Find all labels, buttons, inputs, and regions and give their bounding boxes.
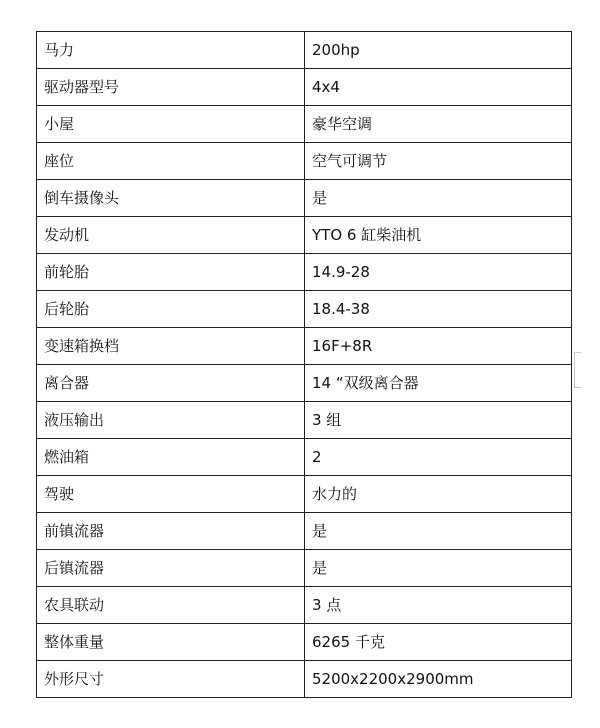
table-row bbox=[37, 661, 572, 698]
spec-value: 空气可调节 bbox=[305, 143, 572, 180]
table-row bbox=[37, 513, 572, 550]
spec-value: 5200x2200x2900mm bbox=[305, 661, 572, 698]
spec-value: 水力的 bbox=[305, 476, 572, 513]
table-row bbox=[37, 587, 572, 624]
table-row bbox=[37, 365, 572, 402]
spec-label: 变速箱换档 bbox=[37, 328, 305, 365]
table-row bbox=[37, 402, 572, 439]
spec-value: 是 bbox=[305, 180, 572, 217]
table-row bbox=[37, 624, 572, 661]
spec-value: 4x4 bbox=[305, 69, 572, 106]
spec-value: 6265 千克 bbox=[305, 624, 572, 661]
table-row bbox=[37, 180, 572, 217]
spec-label: 前镇流器 bbox=[37, 513, 305, 550]
spec-label: 后镇流器 bbox=[37, 550, 305, 587]
spec-value: 14 “双级离合器 bbox=[305, 365, 572, 402]
table-row bbox=[37, 143, 572, 180]
spec-label: 马力 bbox=[37, 32, 305, 69]
spec-value: 2 bbox=[305, 439, 572, 476]
spec-label: 发动机 bbox=[37, 217, 305, 254]
table-row bbox=[37, 69, 572, 106]
table-row bbox=[37, 254, 572, 291]
spec-value: 16F+8R bbox=[305, 328, 572, 365]
table-row bbox=[37, 476, 572, 513]
spec-label: 小屋 bbox=[37, 106, 305, 143]
table-row bbox=[37, 217, 572, 254]
spec-label: 液压输出 bbox=[37, 402, 305, 439]
spec-label: 农具联动 bbox=[37, 587, 305, 624]
spec-value: YTO 6 缸柴油机 bbox=[305, 217, 572, 254]
table-row bbox=[37, 328, 572, 365]
spec-table-body bbox=[37, 32, 572, 698]
spec-label: 燃油箱 bbox=[37, 439, 305, 476]
table-row bbox=[37, 439, 572, 476]
spec-value: 18.4-38 bbox=[305, 291, 572, 328]
spec-value: 200hp bbox=[305, 32, 572, 69]
table-row bbox=[37, 32, 572, 69]
spec-value: 3 点 bbox=[305, 587, 572, 624]
spec-value: 14.9-28 bbox=[305, 254, 572, 291]
spec-value: 豪华空调 bbox=[305, 106, 572, 143]
table-row bbox=[37, 550, 572, 587]
spec-label: 离合器 bbox=[37, 365, 305, 402]
table-row bbox=[37, 106, 572, 143]
spec-label: 座位 bbox=[37, 143, 305, 180]
spec-label: 驾驶 bbox=[37, 476, 305, 513]
side-bracket-mark bbox=[574, 352, 581, 388]
spec-label: 倒车摄像头 bbox=[37, 180, 305, 217]
table-row bbox=[37, 291, 572, 328]
spec-label: 外形尺寸 bbox=[37, 661, 305, 698]
spec-label: 后轮胎 bbox=[37, 291, 305, 328]
spec-value: 是 bbox=[305, 550, 572, 587]
spec-value: 3 组 bbox=[305, 402, 572, 439]
spec-label: 驱动器型号 bbox=[37, 69, 305, 106]
spec-table bbox=[36, 31, 572, 698]
spec-value: 是 bbox=[305, 513, 572, 550]
spec-label: 前轮胎 bbox=[37, 254, 305, 291]
spec-label: 整体重量 bbox=[37, 624, 305, 661]
